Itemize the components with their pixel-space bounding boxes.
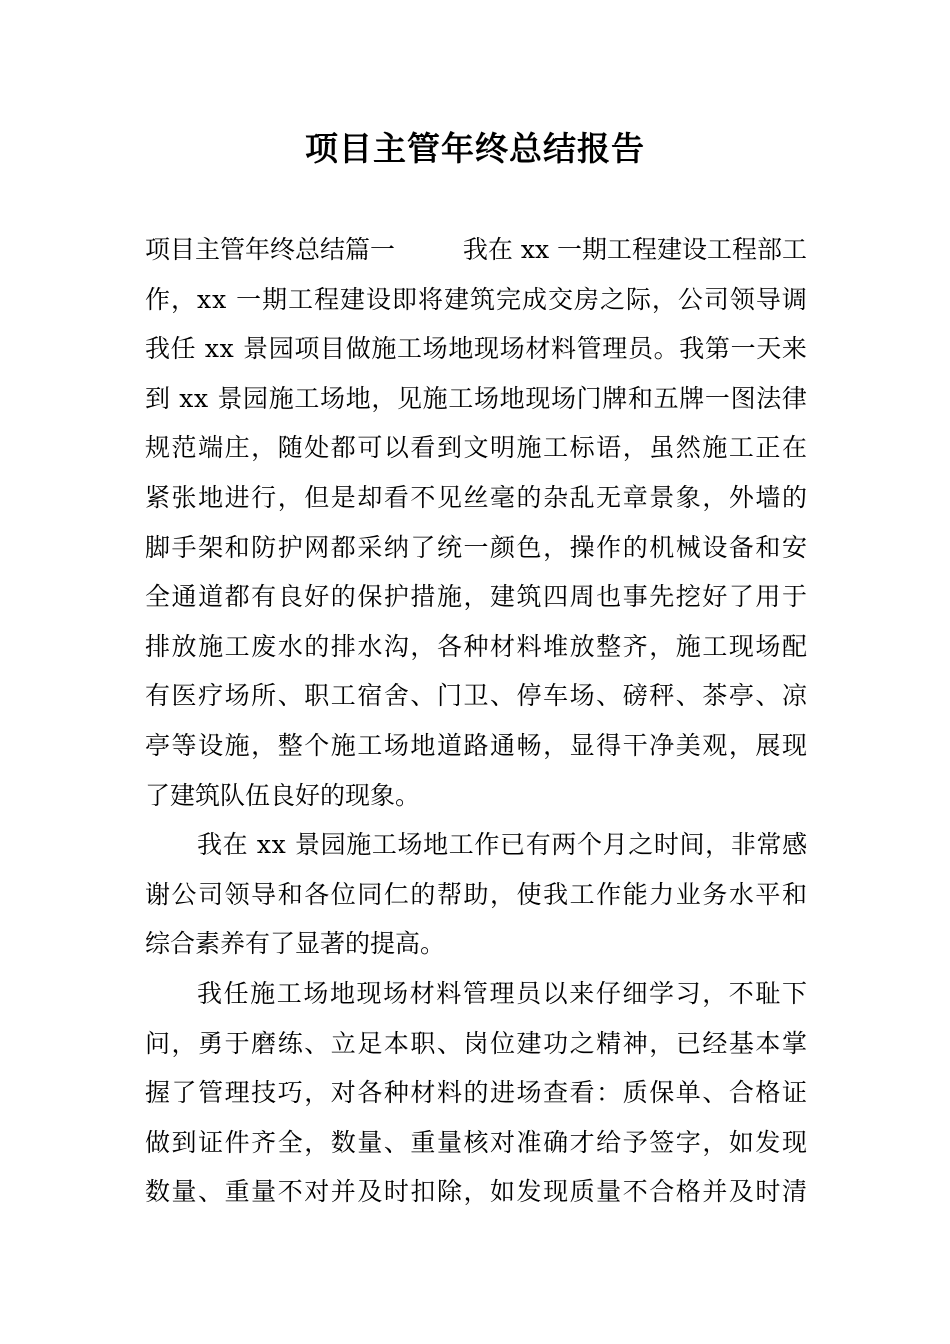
text-line-content: 综合素养有了显著的提高。	[145, 929, 446, 959]
text-line-content: 握了管理技巧，对各种材料的进场查看：质保单、合格证	[145, 1078, 809, 1108]
text-line	[145, 1118, 807, 1168]
text-line-left: 项目主管年终总结篇一	[145, 235, 396, 264]
text-line-content: 排放施工废水的排水沟，各种材料堆放整齐，施工现场配	[145, 631, 809, 661]
text-line-content: 有医疗场所、职工宿舍、门卫、停车场、磅秤、茶亭、凉	[145, 681, 809, 711]
text-line	[145, 622, 807, 672]
text-line	[145, 919, 807, 969]
text-line	[145, 523, 807, 573]
document-title: 项目主管年终总结报告	[305, 129, 645, 168]
text-line-content: 我在 xx 景园施工场地工作已有两个月之时间，非常感	[197, 830, 808, 860]
text-line	[145, 473, 807, 523]
text-line-content: 到 xx 景园施工场地，见施工场地现场门牌和五牌一图法律	[145, 383, 808, 413]
text-line	[145, 969, 807, 1019]
text-line-content: 脚手架和防护网都采纳了统一颜色，操作的机械设备和安	[145, 532, 809, 562]
text-line-content: 做到证件齐全，数量、重量核对准确才给予签字，如发现	[145, 1127, 809, 1157]
text-line	[145, 870, 807, 920]
text-line-content: 作，xx 一期工程建设即将建筑完成交房之际，公司领导调	[145, 284, 808, 314]
text-line-content: 我任 xx 景园项目做施工场地现场材料管理员。我第一天来	[145, 334, 808, 364]
text-line-content: 紧张地进行，但是却看不见丝毫的杂乱无章景象，外墙的	[145, 482, 809, 512]
text-line	[145, 1068, 807, 1118]
text-line	[145, 275, 807, 325]
text-line-content: 全通道都有良好的保护措施，建筑四周也事先挖好了用于	[145, 582, 809, 612]
text-line-content: 亭等设施，整个施工场地道路通畅，显得干净美观，展现	[145, 730, 809, 760]
text-line-content: 谢公司领导和各位同仁的帮助，使我工作能力业务水平和	[145, 879, 809, 909]
text-line	[145, 820, 807, 870]
text-line	[145, 671, 807, 721]
text-line-content: 我任施工场地现场材料管理员以来仔细学习，不耻下	[197, 978, 809, 1008]
text-line-content: 数量、重量不对并及时扣除，如发现质量不合格并及时清	[145, 1177, 809, 1207]
text-line	[145, 374, 807, 424]
text-line	[145, 771, 807, 821]
text-line	[145, 423, 807, 473]
text-line	[145, 225, 807, 275]
text-line	[145, 1019, 807, 1069]
text-line	[145, 572, 807, 622]
text-line-content: 了建筑队伍良好的现象。	[145, 780, 421, 810]
text-line	[145, 721, 807, 771]
document-body	[145, 225, 807, 1217]
text-line-right: 我在 xx 一期工程建设工程部工	[462, 235, 807, 264]
text-line	[145, 324, 807, 374]
text-line	[145, 1167, 807, 1217]
text-line-content: 问，勇于磨练、立足本职、岗位建功之精神，已经基本掌	[145, 1028, 809, 1058]
text-line-content: 规范端庄，随处都可以看到文明施工标语，虽然施工正在	[145, 433, 809, 463]
